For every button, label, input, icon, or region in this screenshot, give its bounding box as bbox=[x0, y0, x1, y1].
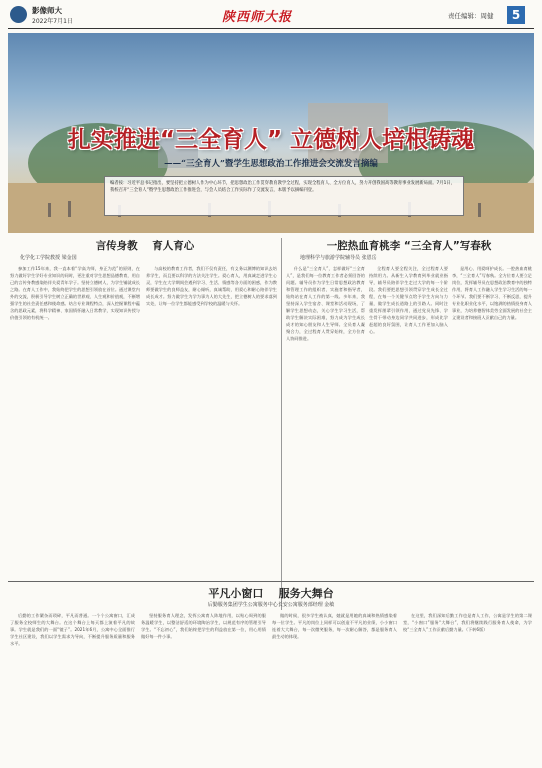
header-editor: 责任编辑：周健 bbox=[448, 12, 494, 20]
header-rule bbox=[8, 28, 534, 29]
article3-byline: 后勤服务集团学生公寓服务中心长安公寓服务部经理 金敏 bbox=[207, 602, 335, 608]
article3-col4-text: 在这里，我们深知后勤工作也是育人工作，公寓是学生的第二课堂，“小窗口”服务“大舞台”，我们将继续践行服务育人使命，为学校“三全育人”工作贡献后勤力量。（下转6版） bbox=[403, 613, 532, 633]
header-logo bbox=[10, 6, 27, 23]
editor-note: 编者按：习近平总书记指出，要坚持把立德树人作为中心环节，把思想政治工作贯穿教育教学全过程，实现全程育人、全方位育人，努力开创我国高等教育事业发展新局面。7月1日，我校召开“三全育人”暨学生思想政治工作推进会，与会人员结合工作实际作了交流发言，本版予以摘编刊登。 bbox=[110, 181, 455, 193]
article1-byline: 化学化工学院教授 梁金国 bbox=[20, 255, 77, 261]
article3-col4 bbox=[403, 612, 532, 758]
banner-subtitle: ——“三全育人”暨学生思想政治工作推进会交流发言摘编 bbox=[164, 159, 378, 169]
article3-rule bbox=[8, 581, 534, 582]
article3-col1-text: 后勤的工作繁杂而琐碎，平凡而普通。一个个公寓窗口，汇成了服务全校师生的大舞台。在这个舞台上每天都上演着平凡的故事。学生就是我们的一面“镜子”。2021年6月，公寓中心全面推行学生社区建设，我们以学生需求为导向，不断提升服务质量和服务水平。 bbox=[10, 613, 135, 647]
article3-col2 bbox=[141, 612, 266, 758]
article1-col1-text: 参加工作15年来，我一直本着“学高为师，身正为范”的原则，在努力做好学生学好专业知识的同时，更注重对学生思想品德教育，用自己的言传身教感染陪伴关爱青年学子。坚持立德树人，为学生铺就成长之路。在育人工作中，我始终把学生的思想引领放在首位。通过课堂内外的交流，积极引导学生树立正确的世界观、人生观和价值观，不断增强学生的社会责任感和使命感。结合专业课程特点，深入挖掘课程中蕴含的思政元素，将科学精神、家国情怀融入日常教学，实现知识传授与价值引领的有机统一。 bbox=[10, 266, 140, 321]
banner-title: 扎实推进“三全育人” 立德树人培根铸魂 bbox=[67, 127, 475, 153]
article2-col1-text: 什么是“三全育人”，怎样做好“三全育人”，是我们每一位教育工作者必须回答的问题。辅导员作为学生日常思想政治教育和管理工作的组织者、实施者和指导者，始终站在育人工作的第一线。多年来，我坚持深入学生宿舍、课堂和活动现场，了解学生思想动态，关心学生学习生活，帮助学生解决实际困难，努力成为学生成长成才的知心朋友和人生导师。全员育人凝聚合力，全过程育人贯穿始终，全方位育人协同推进。 bbox=[286, 266, 365, 342]
header-section: 影像师大 bbox=[32, 6, 62, 15]
article2-col3-text: 是用心、用爱呵护成长。一腔热血育桃李，“三全育人”写春秋。全方位育人要立足岗位，发挥辅导员在思想政治教育中的独特作用，将育人工作融入学生学习生活的每一个环节。我们要不断学习、不断反思，提升专业化职业化水平，以饱满的热情投身育人事业，为培养德智体美劳全面发展的社会主义建设者和接班人贡献自己的力量。 bbox=[452, 266, 532, 321]
article3-col3-text: 做的时候，很多学生被认真，她就是用她的真诚和热情感染着每一位学生。平凡的岗位上同样可以创造不平凡的业绩，小小窗口连着大大舞台，每一次微笑服务，每一次耐心解答，都是服务育人最生动的体现。 bbox=[272, 613, 397, 640]
article2-title: 一腔热血育桃李 “三全育人”写春秋 bbox=[326, 240, 492, 252]
article3-col1 bbox=[10, 612, 135, 758]
page-number: 5 bbox=[507, 6, 525, 24]
editor-note-box bbox=[104, 176, 464, 216]
masthead: 陕西师大报 bbox=[222, 10, 293, 25]
article3-title: 平凡小窗口 服务大舞台 bbox=[208, 587, 334, 600]
article1-col2-text: 与高校的教育工作者，我们不仅有责任，有义务以渊博的知识去培养学生，而且要以科学的方法关注学生。爱心育人，用真诚走进学生心灵，学生在大学期间会遇到学习、生活、情感等各方面的困惑，作为教师要做学生的良师益友，耐心倾听，真诚帮助，用爱心和耐心陪伴学生成长成才。努力做学生为学为事为人的大先生，把立德树人的要求落到实处，让每一位学生都能感受到学校的温暖与关怀。 bbox=[146, 266, 277, 307]
article2-byline: 地理科学与旅游学院辅导员 张恩岳 bbox=[300, 255, 377, 261]
article3-col2-text: 坚持服务育人理念，发挥公寓育人阵地作用，以贴心周到的服务温暖学生，以整洁舒适的环境陶冶学生，以规范有序的管理引导学生。“不忘初心”，我们始终把学生的利益放在第一位，用心用情做好每一件小事。 bbox=[141, 613, 266, 640]
banner-photo bbox=[8, 33, 534, 233]
header-date: 2022年7月1日 bbox=[32, 18, 73, 25]
article3-col3 bbox=[272, 612, 397, 758]
article2-col2-text: 全程育人要全程关注，全过程育人要持续用力。从新生入学教育到毕业就业指导，辅导员陪伴学生走过大学的每一个阶段。我们要把思想引领贯穿学生成长全过程，在每一个关键节点给予学生方向与力量，做学生成长道路上的引路人。同时注重发挥朋辈引领作用，通过党员先锋、学生骨干带动身边同学共同进步，形成比学赶超的良好氛围，让育人工作更加入脑入心。 bbox=[369, 266, 448, 335]
article1-title: 言传身教 育人育心 bbox=[95, 240, 195, 252]
